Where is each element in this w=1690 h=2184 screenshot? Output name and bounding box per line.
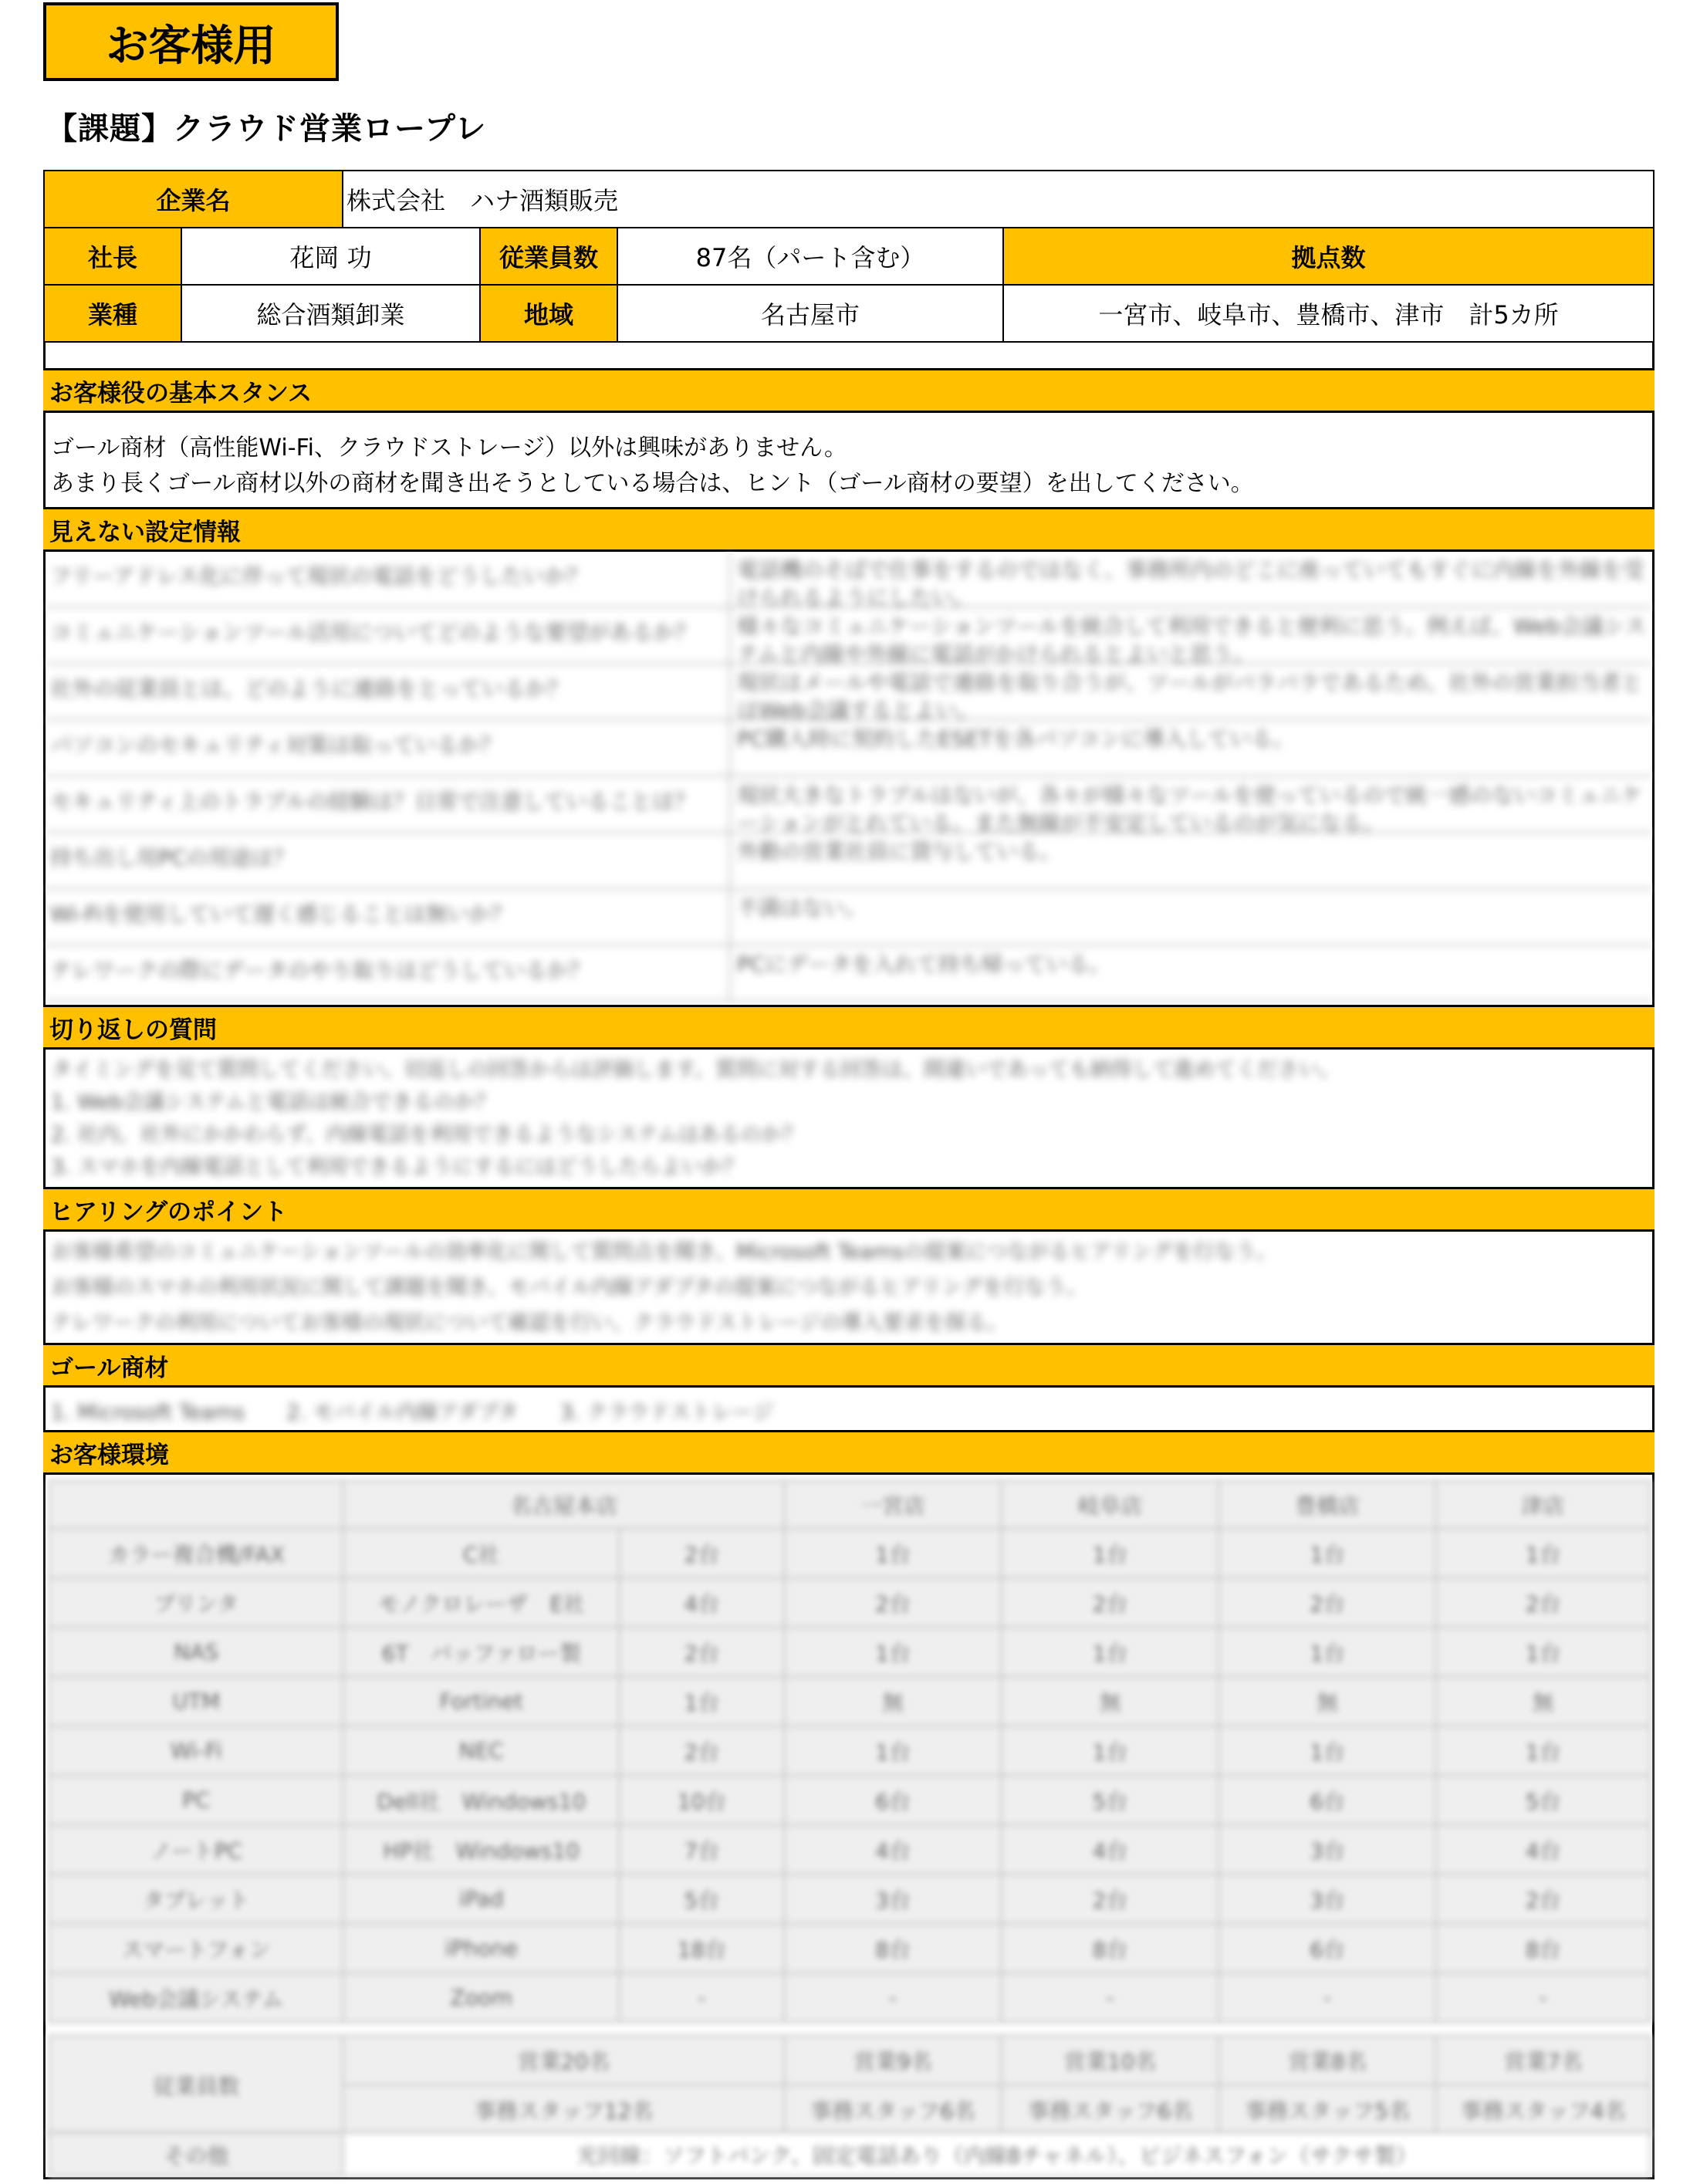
table-row (49, 1973, 1651, 2023)
branch-cell: 1台 (1436, 1628, 1651, 1677)
staff-cell: 営業9名 (784, 2036, 1002, 2085)
branch-cell: 1台 (1436, 1529, 1651, 1578)
column-header: 岐阜店 (1002, 1481, 1219, 1529)
industry-label: 業種 (43, 284, 182, 343)
branch-cell: - (1436, 1973, 1651, 2023)
hq-cell: 7台 (620, 1825, 785, 1875)
branch-cell: 2台 (784, 1578, 1002, 1628)
item-cell: PC (49, 1776, 343, 1825)
table-row (49, 2133, 1651, 2176)
branch-cell: 1台 (1436, 1726, 1651, 1776)
staff-cell: 事務スタッフ4名 (1436, 2085, 1651, 2135)
hq-cell: 2台 (620, 1726, 785, 1776)
item-cell: スマートフォン (49, 1924, 343, 1973)
hidden-answer: 外勤の営業社員に貸与している。 (737, 839, 1062, 864)
hearing-heading: ヒアリングのポイント (43, 1187, 1655, 1232)
branch-cell: 2台 (1002, 1875, 1219, 1924)
goal-items: 1. Microsoft Teams 2. モバイル内線アダプタ 3. クラウドストレージ (51, 1401, 774, 1425)
table-row (46, 946, 1652, 1002)
table-row (46, 890, 1652, 946)
stance-line: あまり長くゴール商材以外の商材を聞き出そうとしている場合は、ヒント（ゴール商材の要望）を出してください。 (51, 470, 1254, 497)
branch-cell: 1台 (1218, 1529, 1436, 1578)
hidden-question: テレワークの際にデータのやり取りはどうしているか？ (46, 946, 731, 1000)
hearing-line: テレワークの利用についてお客様の現状について確認を行い、クラウドストレージの導入要求を探る。 (51, 1311, 1008, 1335)
table-row (46, 608, 1652, 667)
hidden-answer: PCにデータを入れて持ち帰っている。 (737, 952, 1111, 977)
hidden-question: 持ち出し用PCの用途は？ (46, 833, 731, 887)
branch-cell: 3台 (1218, 1875, 1436, 1924)
table-row (49, 1529, 1651, 1578)
branch-cell: 4台 (1436, 1825, 1651, 1875)
hq-cell: 5台 (620, 1875, 785, 1924)
spec-cell: iPhone (343, 1924, 620, 1973)
item-cell: タブレット (49, 1875, 343, 1924)
table-row (46, 721, 1652, 777)
region-label: 地域 (479, 284, 618, 343)
branch-cell: 無 (1002, 1677, 1219, 1726)
followup-heading: 切り返しの質問 (43, 1005, 1655, 1050)
table-header-row (49, 1481, 1651, 1529)
hidden-question: フリーアドレス化に伴って現状の電話をどうしたいか？ (46, 552, 731, 606)
branch-cell: 4台 (784, 1825, 1002, 1875)
column-header: 津店 (1436, 1481, 1651, 1529)
branch-cell: 1台 (784, 1529, 1002, 1578)
branch-cell: 3台 (1218, 1825, 1436, 1875)
column-header: 一宮店 (784, 1481, 1002, 1529)
staff-cell: 営業10名 (1002, 2036, 1219, 2085)
company-name-value: 株式会社 ハナ酒類販売 (342, 170, 1655, 228)
item-cell: NAS (49, 1628, 343, 1677)
hq-cell: 1台 (620, 1677, 785, 1726)
hidden-question: パソコンのセキュリティ対策は取っているか？ (46, 721, 731, 775)
branch-cell: 1台 (1002, 1726, 1219, 1776)
hq-cell: 2台 (620, 1628, 785, 1677)
branch-cell: 1台 (1218, 1628, 1436, 1677)
branch-cell: 1台 (1002, 1529, 1219, 1578)
table-row (49, 2036, 1651, 2085)
followup-line: 3. スマホを内線電話として利用できるようにするにはどうしたらよいか？ (51, 1155, 744, 1179)
column-header: 名古屋本店 (343, 1481, 784, 1529)
staff-cell: 事務スタッフ6名 (1002, 2085, 1219, 2135)
other-table (48, 2132, 1651, 2177)
staff-cell: 営業7名 (1436, 2036, 1651, 2085)
spec-cell: NEC (343, 1726, 620, 1776)
employees-value: 87名（パート含む） (617, 227, 1004, 286)
hidden-answer: 不満はない。 (737, 895, 867, 921)
bases-value: 一宮市、岐阜市、豊橋市、津市 計5カ所 (1002, 284, 1655, 343)
spec-cell: Dell社 Windows10 (343, 1776, 620, 1825)
hidden-answer: 様々なコミュニケーションツールを統合して利用できると便利に思う。例えば、Web会議システムと内線や外線に電話がかけられるとよいと思う。 (737, 614, 1646, 667)
hidden-question: 社外の従業員とは、どのように連絡をとっているか？ (46, 664, 731, 718)
industry-value: 総合酒類卸業 (181, 284, 481, 343)
bases-label: 拠点数 (1002, 227, 1655, 286)
branch-cell: 6台 (1218, 1776, 1436, 1825)
table-row (49, 1628, 1651, 1677)
table-row (46, 833, 1652, 890)
staff-cell: 事務スタッフ12名 (343, 2085, 784, 2135)
staff-cell: 事務スタッフ5名 (1218, 2085, 1436, 2135)
table-row (46, 664, 1652, 721)
spec-cell: C社 (343, 1529, 620, 1578)
hidden-answer: PC購入時に契約したESETを各パソコンに導入している。 (737, 726, 1295, 752)
branch-cell: 無 (1436, 1677, 1651, 1726)
table-row (49, 1578, 1651, 1628)
item-cell: ノートPC (49, 1825, 343, 1875)
branch-cell: 6台 (1218, 1924, 1436, 1973)
hq-cell: 10台 (620, 1776, 785, 1825)
goal-heading: ゴール商材 (43, 1343, 1655, 1388)
branch-cell: 2台 (1218, 1578, 1436, 1628)
region-value: 名古屋市 (617, 284, 1004, 343)
spec-cell: iPad (343, 1875, 620, 1924)
hq-cell: - (620, 1973, 785, 2023)
branch-cell: 1台 (1002, 1628, 1219, 1677)
branch-cell: - (1002, 1973, 1219, 2023)
branch-cell: 1台 (784, 1726, 1002, 1776)
branch-cell: - (784, 1973, 1002, 2023)
item-cell: プリンタ (49, 1578, 343, 1628)
page-title: 【課題】クラウド営業ロープレ (46, 111, 487, 147)
item-cell: UTM (49, 1677, 343, 1726)
branch-cell: 5台 (1436, 1776, 1651, 1825)
hidden-answer: 電話機のそばで仕事をするのではなく、事務所内のどこに座っていてもすぐに内線を外線を受けられるようにしたい。 (737, 557, 1644, 610)
table-row (49, 1825, 1651, 1875)
column-header (49, 1481, 343, 1529)
followup-line: タイミングを見て質問してください。切返しの回答からは評価します。質問に対する回答は、間違いであっても納得して進めてください。 (51, 1058, 1340, 1082)
table-row (49, 1924, 1651, 1973)
branch-cell: 4台 (1002, 1825, 1219, 1875)
hidden-question: セキュリティ上のトラブルの経験は？日常で注意していることは？ (46, 777, 731, 831)
branch-cell: 無 (784, 1677, 1002, 1726)
branch-cell: 5台 (1002, 1776, 1219, 1825)
table-row (49, 1726, 1651, 1776)
branch-cell: 3台 (784, 1875, 1002, 1924)
spec-cell: Fortinet (343, 1677, 620, 1726)
branch-cell: 1台 (1218, 1726, 1436, 1776)
branch-cell: 8台 (1436, 1924, 1651, 1973)
president-value: 花岡 功 (181, 227, 481, 286)
branch-cell: 6台 (784, 1776, 1002, 1825)
spec-cell: HP社 Windows10 (343, 1825, 620, 1875)
branch-cell: 2台 (1436, 1875, 1651, 1924)
hidden-answer: 現状大きなトラブルはないが、各々が様々なツールを使っているので統一感のないコミュニケーションがとれている。また無線が不安定しているのが気になる。 (737, 783, 1643, 836)
audience-badge: お客様用 (43, 2, 339, 81)
other-label: その他 (49, 2133, 343, 2176)
branch-cell: 8台 (784, 1924, 1002, 1973)
branch-cell: 8台 (1002, 1924, 1219, 1973)
hq-cell: 18台 (620, 1924, 785, 1973)
staff-cell: 営業20名 (343, 2036, 784, 2085)
environment-table (48, 1479, 1651, 2023)
spec-cell: 6T バッファロー製 (343, 1628, 620, 1677)
table-row (49, 1677, 1651, 1726)
hidden-answer: 現状はメールや電話で連絡を取り合うが、ツールがバラバラであるため、社外の営業担当者とはWeb会議するとよい。 (737, 670, 1643, 723)
hq-cell: 4台 (620, 1578, 785, 1628)
hidden-info-heading: 見えない設定情報 (43, 507, 1655, 552)
item-cell: Wi-Fi (49, 1726, 343, 1776)
table-row (49, 1776, 1651, 1825)
column-header: 豊橋店 (1218, 1481, 1436, 1529)
stance-line: ゴール商材（高性能Wi-Fi、クラウドストレージ）以外は興味がありません。 (51, 434, 847, 461)
employees-label: 従業員数 (479, 227, 618, 286)
table-row (49, 1875, 1651, 1924)
hidden-question: コミュニケーションツール活用についてどのような要望があるか？ (46, 608, 731, 662)
branch-cell: - (1218, 1973, 1436, 2023)
item-cell: カラー複合機/FAX (49, 1529, 343, 1578)
followup-line: 2. 社内、社外にかかわらず、内線電話を利用できるようなシステムはあるのか？ (51, 1123, 803, 1147)
staff-table (48, 2034, 1651, 2135)
branch-cell: 2台 (1002, 1578, 1219, 1628)
staff-label: 従業員数 (49, 2036, 343, 2135)
hidden-question: Wi-Fiを使用していて遅く感じることは無いか？ (46, 890, 731, 944)
spec-cell: モノクロレーザ E社 (343, 1578, 620, 1628)
item-cell: Web会議システム (49, 1973, 343, 2023)
branch-cell: 無 (1218, 1677, 1436, 1726)
hearing-line: お客様のスマホの利用状況に関して課題を聞き、モバイル内線アダプタの提案につながるヒアリングを行なう。 (51, 1276, 1087, 1300)
table-row (46, 777, 1652, 836)
branch-cell: 1台 (784, 1628, 1002, 1677)
staff-cell: 営業8名 (1218, 2036, 1436, 2085)
hq-cell: 2台 (620, 1529, 785, 1578)
followup-line: 1. Web会議システムと電話は統合できるのか？ (51, 1090, 496, 1114)
environment-heading: お客様環境 (43, 1430, 1655, 1475)
other-value: 光回線：ソフトバンク、固定電話あり（内線8チャネル）、ビジネスフォン（サクサ製） (343, 2133, 1651, 2176)
hearing-line: お客様希望のコミュニケーションツールの効率化に関して質問点を聞き、Microsoft Teamsの提案につながるヒアリングを行なう。 (51, 1240, 1277, 1264)
stance-heading: お客様役の基本スタンス (43, 368, 1655, 413)
president-label: 社長 (43, 227, 182, 286)
staff-cell: 事務スタッフ6名 (784, 2085, 1002, 2135)
table-row (46, 552, 1652, 608)
company-name-label: 企業名 (43, 170, 343, 228)
branch-cell: 2台 (1436, 1578, 1651, 1628)
spec-cell: Zoom (343, 1973, 620, 2023)
